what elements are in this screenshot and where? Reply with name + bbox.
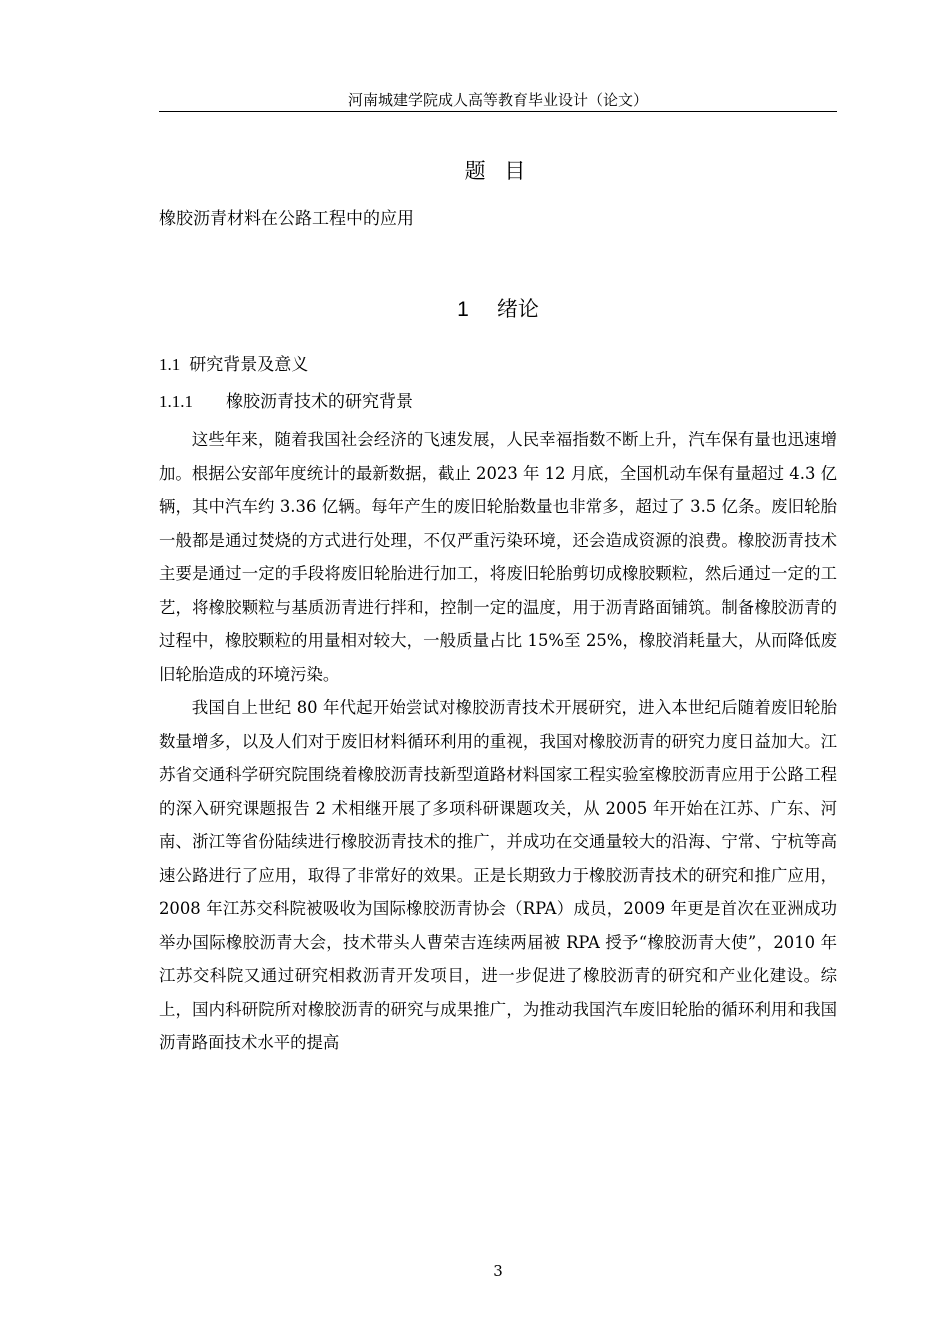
chapter-heading	[159, 293, 837, 323]
section-title: 研究背景及意义	[189, 355, 309, 375]
page-number: 3	[493, 1262, 503, 1280]
chapter-number: 1	[457, 298, 469, 321]
paragraph: 这些年来，随着我国社会经济的飞速发展，人民幸福指数不断上升，汽车保有量也迅速增加。根据公安部年度统计的最新数据，截止 2023 年 12 月底，全国机动车保有量超过 4.3 亿辆，其中汽车约 3.36 亿辆。每年产生的废旧轮胎数量也非常多，超过了 3.5 亿条。废旧轮胎一般都是通过焚烧的方式进行处理，不仅严重污染环境，还会造成资源的浪费。橡胶沥青技术主要是通过一定的手段将废旧轮胎进行加工，将废旧轮胎剪切成橡胶颗粒，然后通过一定的工艺，将橡胶颗粒与基质沥青进行拌和，控制一定的温度，用于沥青路面铺筑。制备橡胶沥青的过程中，橡胶颗粒的用量相对较大，一般质量占比 15%至 25%，橡胶消耗量大，从而降低废旧轮胎造成的环境污染。	[159, 430, 837, 684]
paragraph: 我国自上世纪 80 年代起开始尝试对橡胶沥青技术开展研究，进入本世纪后随着废旧轮胎数量增多，以及人们对于废旧材料循环利用的重视，我国对橡胶沥青的研究力度日益加大。江苏省交通科学研究院围绕着橡胶沥青技新型道路材料国家工程实验室橡胶沥青应用于公路工程的深入研究课题报告 2 术相继开展了多项科研课题攻关，从 2005 年开始在江苏、广东、河南、浙江等省份陆续进行橡胶沥青技术的推广，并成功在交通量较大的沿海、宁常、宁杭等高速公路进行了应用，取得了非常好的效果。正是长期致力于橡胶沥青技术的研究和推广应用，2008 年江苏交科院被吸收为国际橡胶沥青协会（RPA）成员，2009 年更是首次在亚洲成功举办国际橡胶沥青大会，技术带头人曹荣吉连续两届被 RPA 授予“橡胶沥青大使”，2010 年江苏交科院又通过研究相救沥青开发项目，进一步促进了橡胶沥青的研究和产业化建设。综上，国内科研院所对橡胶沥青的研究与成果推广，为推动我国汽车废旧轮胎的循环利用和我国沥青路面技术水平的提高	[159, 698, 837, 1052]
subsection-number: 1.1.1	[159, 392, 193, 411]
body-text	[159, 423, 837, 1060]
section-heading-1-1-1	[159, 387, 413, 412]
page-header: 河南城建学院成人高等教育毕业设计（论文）	[159, 90, 837, 112]
section-heading-1-1	[159, 350, 308, 375]
section-number: 1.1	[159, 355, 181, 374]
chapter-title: 绪论	[496, 297, 539, 321]
thesis-title: 橡胶沥青材料在公路工程中的应用	[159, 209, 414, 229]
subsection-title: 橡胶沥青技术的研究背景	[226, 392, 413, 412]
title-heading: 题 目	[464, 159, 532, 183]
